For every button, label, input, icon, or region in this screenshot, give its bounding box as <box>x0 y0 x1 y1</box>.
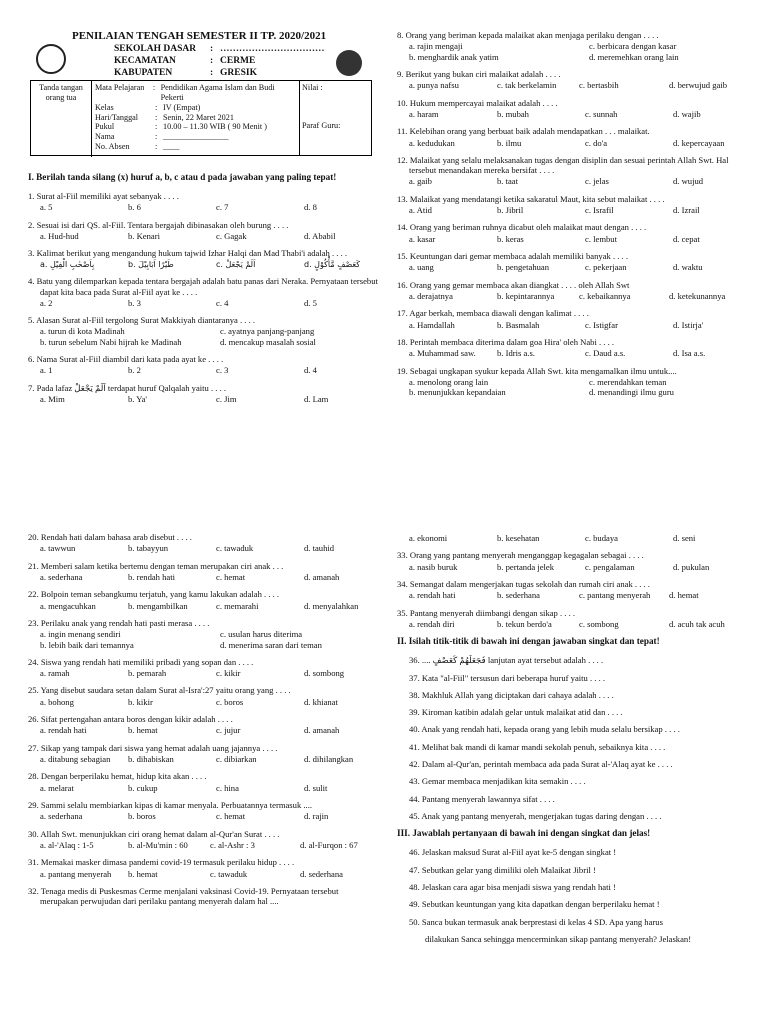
answer-options <box>397 205 747 215</box>
answer-option[interactable]: c. hina <box>216 782 239 793</box>
answer-option[interactable]: b. menghardik anak yatim <box>409 51 499 62</box>
question-item <box>28 886 378 907</box>
question-item <box>397 280 747 302</box>
answer-option[interactable]: b. kikir <box>128 696 153 707</box>
answer-option[interactable]: a. melarat <box>40 782 74 793</box>
answer-option[interactable]: c. 3 <box>216 365 229 376</box>
essay-item: 49. Sebutkan keuntungan yang kita dapatkan dengan berperilaku hemat ! <box>409 899 660 910</box>
answer-option[interactable]: c. tawaduk <box>210 868 248 879</box>
answer-option[interactable]: b. pengetahuan <box>497 262 550 273</box>
answer-option[interactable]: a. ekonomi <box>409 533 448 543</box>
answer-option[interactable]: b. menunjukkan kepandaian <box>409 387 506 398</box>
question-stem: 29. Sammi selalu membiarkan kipas di kamar menyala. Perbuatannya termasuk .... <box>28 799 312 810</box>
question-item <box>397 608 747 630</box>
question-item <box>397 69 747 91</box>
answer-option[interactable]: d. sederhana <box>300 868 343 879</box>
answer-option[interactable]: c. merendahkan teman <box>589 376 667 387</box>
answer-options <box>397 80 747 90</box>
question-stem: 30. Allah Swt. menunjukkan ciri orang hemat dalam al-Qur'an Surat . . . . <box>28 828 280 839</box>
question-list-left <box>28 191 378 404</box>
answer-option[interactable]: d. kepercayaan <box>673 137 725 148</box>
answer-option[interactable]: b. sederhana <box>497 590 540 601</box>
answer-option[interactable]: b. kepintarannya <box>497 290 555 301</box>
header-row-school: SEKOLAH DASAR : …………………………… <box>114 44 325 54</box>
answer-options <box>28 783 378 793</box>
left-column-top <box>28 166 378 411</box>
answer-options <box>397 562 747 572</box>
answer-option[interactable]: b. boros <box>128 811 156 822</box>
answer-option[interactable]: d. ketekunannya <box>669 290 726 301</box>
question-stem: 9. Berikut yang bukan ciri malaikat adalah . . . . <box>397 68 561 79</box>
answer-option[interactable]: a. Mim <box>40 394 65 404</box>
answer-option[interactable]: c. budaya <box>585 533 618 543</box>
answer-option[interactable]: c. memarahi <box>216 600 259 611</box>
answer-option[interactable]: d. khianat <box>304 696 338 707</box>
question-stem: 20. Rendah hati dalam bahasa arab disebut . . . . <box>28 532 192 542</box>
answer-option[interactable]: d. meremehkan orang lain <box>589 51 679 62</box>
answer-option[interactable]: d. rajin <box>304 811 329 822</box>
question-list-left-bottom <box>28 532 378 906</box>
question-item <box>28 561 378 583</box>
answer-option[interactable]: d. sombong <box>304 668 345 679</box>
fill-in-list <box>397 655 747 821</box>
answer-options <box>397 138 747 148</box>
answer-option[interactable]: a. mengacuhkan <box>40 600 96 611</box>
fill-item: 40. Anak yang rendah hati, kepada orang yang lebih muda selalu bersikap . . . . <box>409 724 680 735</box>
answer-option[interactable]: b. hemat <box>128 868 158 879</box>
answer-option[interactable]: a. 2 <box>40 297 53 308</box>
question-stem: 19. Sebagai ungkapan syukur kepada Allah Swt. kita mengamalkan ilmu untuk.... <box>397 365 677 376</box>
question-stem: 15. Keuntungan dari gemar membaca adalah memiliki banyak . . . . <box>397 251 628 261</box>
answer-option[interactable]: b. Idris a.s. <box>497 348 535 359</box>
question-stem: 16. Orang yang gemar membaca akan diangkat . . . . oleh Allah Swt <box>397 279 630 290</box>
answer-option[interactable]: a. derajatnya <box>409 290 453 301</box>
fill-item: 41. Melihat bak mandi di kamar mandi sekolah penuh, sebaiknya kita . . . . <box>409 741 666 752</box>
answer-option[interactable]: a. rendah hati <box>40 725 87 736</box>
fill-item: 36. .... فَجَعَلَهُمْ كَعَصْفٍ lanjutan ayat tersebut adalah . . . . <box>409 655 604 666</box>
answer-option[interactable]: d. sulit <box>304 782 328 793</box>
answer-option[interactable]: b. dihabiskan <box>128 754 174 764</box>
question-item <box>397 194 747 216</box>
answer-option[interactable]: c. ayatnya panjang-panjang <box>220 326 315 337</box>
answer-option[interactable]: d. Ababil <box>304 230 336 241</box>
question-stem: 18. Perintah membaca diterima dalam goa Hira' oleh Nabi . . . . <box>397 336 615 347</box>
question-stem: 31. Memakai masker dimasa pandemi covid-19 termasuk perilaku hidup . . . . <box>28 857 295 868</box>
answer-options <box>28 754 378 764</box>
answer-option[interactable]: b. rendah hati <box>128 571 176 582</box>
question-item <box>28 771 378 793</box>
question-item <box>28 220 378 242</box>
answer-option[interactable]: a. pantang menyerah <box>40 868 112 879</box>
section-1-heading: I. Berilah tanda silang (x) huruf a, b, c atau d pada jawaban yang paling tepat! <box>28 172 337 182</box>
name-field[interactable]: ________________ <box>163 132 229 142</box>
answer-option[interactable]: b. pertanda jelek <box>497 561 555 572</box>
answer-option[interactable]: a. sederhana <box>40 811 83 822</box>
answer-option[interactable]: c. kebaikannya <box>579 290 631 301</box>
answer-option[interactable]: a. nasib buruk <box>409 561 458 572</box>
answer-option[interactable]: b. طَيْرًا اَبَابِيْلَ <box>128 259 174 269</box>
question-item <box>28 276 378 308</box>
answer-options <box>28 231 378 241</box>
answer-option[interactable]: c. kikir <box>216 668 241 679</box>
question-item <box>28 829 378 851</box>
answer-options <box>397 176 747 186</box>
answer-options <box>397 619 747 629</box>
question-item <box>397 366 747 398</box>
answer-option[interactable]: a. Hamdallah <box>409 319 455 330</box>
answer-option[interactable]: d. pukulan <box>673 561 710 572</box>
question-item <box>28 800 378 822</box>
question-item <box>28 685 378 707</box>
answer-option[interactable]: c. berbicara dengan kasar <box>589 41 677 52</box>
question-stem: 35. Pantang menyerah diimbangi dengan sikap . . . . <box>397 607 576 618</box>
answer-option[interactable]: b. hemat <box>128 725 158 736</box>
question-stem: 32. Tenaga medis di Puskesmas Cerme menjalani vaksinasi Covid-19. Pernyataan tersebut merupakan perwujudan dari perilaku pantang menyerah dalam hal .... <box>28 885 339 907</box>
answer-option[interactable]: d. wajib <box>673 108 701 119</box>
answer-options <box>28 697 378 707</box>
answer-option[interactable]: b. 6 <box>128 202 141 213</box>
question-stem: 34. Semangat dalam mengerjakan tugas sekolah dan rumah ciri anak . . . . <box>397 578 650 589</box>
answer-option[interactable]: b. lebih baik dari temannya <box>40 639 134 650</box>
answer-option[interactable]: b. taat <box>497 176 518 187</box>
absen-field[interactable]: ____ <box>163 142 180 152</box>
question-stem: 17. Agar berkah, membaca diawali dengan kalimat . . . . <box>397 308 589 319</box>
fill-item: 37. Kata "al-Fiil" tersusun dari beberapa huruf yaitu . . . . <box>409 672 606 683</box>
answer-option[interactable]: a. ramah <box>40 668 70 679</box>
essay-item: 50. Sanca bukan termasuk anak berprestasi di kelas 4 SD. Apa yang harus <box>409 916 663 927</box>
answer-option[interactable]: a. بِاَصْحٰبِ الْفِيْلِ <box>40 259 95 269</box>
question-item <box>397 155 747 187</box>
answer-option[interactable]: b. Kenari <box>128 230 160 241</box>
answer-option[interactable]: d. acuh tak acuh <box>669 618 725 629</box>
section-3-heading: III. Jawablah pertanyaan di bawah ini dengan singkat dan jelas! <box>397 828 651 839</box>
page-title: PENILAIAN TENGAH SEMESTER II TP. 2020/2021 <box>72 30 327 42</box>
answer-option[interactable]: c. usulan harus diterima <box>220 629 303 640</box>
essay-item: dilakukan Sanca sehingga mencerminkan sikap pantang menyerah? Jelaskan! <box>425 933 692 944</box>
answer-option[interactable]: b. keras <box>497 233 524 244</box>
question-item <box>397 30 747 62</box>
question-stem: 33. Orang yang pantang menyerah menganggap kegagalan sebagai . . . . <box>397 550 644 561</box>
fill-item: 45. Anak yang pantang menyerah, mengerjakan tugas daring dengan . . . . <box>409 811 662 822</box>
answer-options <box>397 41 747 62</box>
answer-option[interactable]: c. lembut <box>585 233 617 244</box>
answer-option[interactable]: d. 5 <box>304 297 317 308</box>
question-item <box>28 714 378 736</box>
answer-option[interactable]: c. pengalaman <box>585 561 635 572</box>
answer-option[interactable]: c. jelas <box>585 176 609 187</box>
question-item <box>28 532 378 554</box>
question-stem: 5. Alasan Surat al-Fiil tergolong Surat Makkiyah diantaranya . . . . <box>28 315 256 326</box>
fill-item: 39. Kiroman katibin adalah gelar untuk malaikat atid dan . . . . <box>409 707 623 718</box>
answer-options <box>28 869 378 879</box>
answer-option[interactable]: c. boros <box>216 696 244 707</box>
essay-item: 47. Sebutkan gelar yang dimiliki oleh Malaikat Jibril ! <box>409 864 596 875</box>
question-stem: 7. Pada lafaz اَلَمْ يَجْعَلْ terdapat huruf Qalqalah yaitu . . . . <box>28 382 227 393</box>
fill-item: 38. Makhluk Allah yang diciptakan dari cahaya adalah . . . . <box>409 689 614 700</box>
answer-option[interactable]: a. Atid <box>409 205 432 216</box>
question-item <box>397 550 747 572</box>
answer-option[interactable]: c. hemat <box>216 811 246 822</box>
parent-signature-cell: Tanda tangan orang tua <box>31 81 92 157</box>
answer-option[interactable]: a. rendah diri <box>409 618 455 629</box>
question-stem: 14. Orang yang beriman ruhnya dicabut oleh malaikat maut dengan . . . . <box>397 222 647 233</box>
answer-option[interactable]: c. Gagak <box>216 230 247 241</box>
header-info <box>114 44 325 80</box>
question-stem: 27. Sikap yang tampak dari siswa yang hemat adalah uang jajannya . . . . <box>28 742 278 753</box>
answer-option[interactable]: a. rendah hati <box>409 590 456 601</box>
answer-option[interactable]: d. wujud <box>673 176 704 187</box>
question-item <box>397 579 747 601</box>
school-logo-icon <box>36 44 66 74</box>
question-stem: 26. Sifat pertengahan antara boros dengan kikir adalah . . . . <box>28 714 233 725</box>
answer-options <box>397 348 747 358</box>
question-stem: 24. Siswa yang rendah hati memiliki pribadi yang sopan dan . . . . <box>28 656 254 667</box>
answer-option[interactable]: b. 2 <box>128 365 141 376</box>
essay-item: 46. Jelaskan maksud Surat al-Fiil ayat ke-5 dengan singkat ! <box>409 847 617 858</box>
right-column-bottom <box>397 532 747 951</box>
answer-option[interactable]: a. Hud-hud <box>40 230 79 241</box>
answer-options <box>28 326 378 347</box>
answer-option[interactable]: c. 7 <box>216 202 229 213</box>
answer-option[interactable]: d. Istirja' <box>673 319 704 330</box>
answer-option[interactable]: b. mubah <box>497 108 529 119</box>
question-item <box>28 191 378 213</box>
question-item <box>397 222 747 244</box>
answer-option[interactable]: d. كَعَصْفٍ مَّأْكُوْلٍ <box>304 259 361 269</box>
answer-option[interactable]: a. al-'Alaq : 1-5 <box>40 839 94 850</box>
answer-option[interactable]: a. punya nafsu <box>409 80 459 91</box>
question-stem: 12. Malaikat yang selalu melaksanakan tugas dengan disiplin dan sesuai perintah Allah Swt. Hal tersebut menandakan mereka bersifat . . . . <box>397 154 729 176</box>
answer-option[interactable]: a. tawwun <box>40 543 76 554</box>
question-item <box>28 657 378 679</box>
answer-options <box>28 543 378 553</box>
answer-option[interactable]: d. mencakup masalah sosial <box>220 336 316 347</box>
answer-option[interactable]: c. bertasbih <box>579 80 619 91</box>
answer-option[interactable]: b. kesehatan <box>497 533 540 543</box>
answer-option[interactable]: b. al-Mu'min : 60 <box>128 839 188 850</box>
answer-option[interactable]: b. tekun berdo'a <box>497 618 552 629</box>
answer-option[interactable]: a. rajin mengaji <box>409 41 463 52</box>
answer-option[interactable]: b. cukup <box>128 782 158 793</box>
question-stem: 8. Orang yang beriman kepada malaikat akan menjaga perilaku dengan . . . . <box>397 30 659 40</box>
answer-option[interactable]: c. sunnah <box>585 108 618 119</box>
answer-options <box>28 202 378 212</box>
header-row-kecamatan: KECAMATAN : CERME <box>114 56 256 66</box>
fill-item: 43. Gemar membaca menjadikan kita semakin . . . . <box>409 776 586 787</box>
question-item <box>397 251 747 273</box>
answer-option[interactable]: a. haram <box>409 108 439 119</box>
answer-option[interactable]: c. Jim <box>216 394 237 404</box>
answer-option[interactable]: a. sederhana <box>40 571 83 582</box>
question-list-right <box>397 30 747 397</box>
answer-options <box>397 590 747 600</box>
answer-option[interactable]: d. seni <box>673 533 696 543</box>
answer-option[interactable]: c. tak berkelamin <box>497 80 557 91</box>
question-item <box>397 98 747 120</box>
right-column-top <box>397 30 747 404</box>
answer-option[interactable]: b. Basmalah <box>497 319 540 330</box>
answer-option[interactable]: d. 8 <box>304 202 317 213</box>
answer-option[interactable]: d. amanah <box>304 725 340 736</box>
answer-option[interactable]: c. 4 <box>216 297 229 308</box>
answer-option[interactable]: c. do'a <box>585 137 608 148</box>
question-stem: 23. Perilaku anak yang rendah hati pasti merasa . . . . <box>28 617 210 628</box>
question-item <box>28 354 378 376</box>
question-stem: 21. Memberi salam ketika bertemu dengan teman merupakan ciri anak . . . <box>28 560 284 571</box>
question-item <box>28 589 378 611</box>
question-item <box>397 308 747 330</box>
question-stem: 4. Batu yang dilemparkan kepada tentara bergajah adalah batu panas dari Neraka. Pernyataan tersebut dapat kita baca pada Surat al-Fiil ayat ke . . . . <box>28 276 378 297</box>
answer-option[interactable]: c. sombong <box>579 618 619 629</box>
answer-option[interactable]: d. berwujud gaib <box>669 80 727 91</box>
left-column-bottom <box>28 532 378 913</box>
answer-option[interactable]: c. hemat <box>216 571 246 582</box>
answer-option[interactable]: a. turun di kota Madinah <box>40 326 125 337</box>
answer-option[interactable]: a. 1 <box>40 365 53 376</box>
question-item <box>28 383 378 405</box>
question-item <box>28 857 378 879</box>
fill-item: 42. Dalam al-Qur'an, perintah membaca ada pada Surat al-'Alaq ayat ke . . . . <box>409 759 673 770</box>
education-logo-icon <box>336 50 362 76</box>
answer-option[interactable]: a. uang <box>409 262 434 273</box>
answer-option[interactable]: c. Daud a.s. <box>585 348 626 359</box>
answer-options <box>28 725 378 735</box>
answer-option[interactable]: d. tauhid <box>304 543 335 554</box>
answer-option[interactable]: d. menandingi ilmu guru <box>589 387 674 398</box>
answer-options <box>28 298 378 308</box>
grade-cell: Nilai : Paraf Guru: <box>299 81 371 155</box>
question-stem: 10. Hukum mempercayai malaikat adalah . . . . <box>397 97 558 108</box>
answer-option[interactable]: d. al-Furqon : 67 <box>300 839 358 850</box>
answer-option[interactable]: d. dihilangkan <box>304 754 354 764</box>
answer-option[interactable]: b. Jibril <box>497 205 524 216</box>
answer-option[interactable]: a. kedudukan <box>409 137 455 148</box>
answer-options <box>28 840 378 850</box>
answer-option[interactable]: c. tawaduk <box>216 543 254 554</box>
section-2-heading: II. Isilah titik-titik di bawah ini dengan jawaban singkat dan tepat! <box>397 636 660 647</box>
answer-option[interactable]: d. 4 <box>304 365 317 376</box>
answer-option[interactable]: a. 5 <box>40 202 53 213</box>
answer-option[interactable]: b. tabayyun <box>128 543 169 554</box>
answer-options <box>28 365 378 375</box>
answer-options <box>397 377 747 398</box>
answer-option[interactable]: b. mengambilkan <box>128 600 188 611</box>
answer-options <box>397 262 747 272</box>
answer-option[interactable]: d. Lam <box>304 394 329 404</box>
essay-list <box>397 847 747 944</box>
question-stem: 11. Kelebihan orang yang berbuat baik adalah mendapatkan . . . malaikat. <box>397 126 650 137</box>
answer-option[interactable]: b. turun sebelum Nabi hijrah ke Madinah <box>40 336 182 347</box>
answer-option[interactable]: c. jujur <box>216 725 241 736</box>
answer-option[interactable]: b. ilmu <box>497 137 522 148</box>
question-stem: 13. Malaikat yang mendatangi ketika sakaratul Maut, kita sebut malaikat . . . . <box>397 193 665 204</box>
answer-options <box>397 109 747 119</box>
answer-option[interactable]: d. Isa a.s. <box>673 348 706 359</box>
answer-options <box>28 394 378 404</box>
answer-option[interactable]: c. al-Ashr : 3 <box>210 839 255 850</box>
question-item <box>28 248 378 269</box>
answer-option[interactable]: c. pekerjaan <box>585 262 627 273</box>
identity-box <box>30 80 372 156</box>
answer-option[interactable]: a. gaib <box>409 176 432 187</box>
answer-option[interactable]: d. cepat <box>673 233 700 244</box>
answer-option[interactable]: c. pantang menyerah <box>579 590 651 601</box>
question-item <box>397 126 747 148</box>
answer-option[interactable]: a. bohong <box>40 696 74 707</box>
answer-options <box>28 811 378 821</box>
answer-option[interactable]: d. menerima saran dari teman <box>220 639 322 650</box>
answer-option[interactable]: d. amanah <box>304 571 340 582</box>
question-stem: 6. Nama Surat al-Fiil diambil dari kata pada ayat ke . . . . <box>28 354 224 365</box>
answer-option[interactable]: d. Izrail <box>673 205 700 216</box>
header-row-kabupaten: KABUPATEN : GRESIK <box>114 68 257 78</box>
question-item <box>28 315 378 347</box>
question-stem: 25. Yang disebut saudara setan dalam Surat al-Isra':27 yaitu orang yang . . . . <box>28 685 291 696</box>
answer-options <box>28 629 378 650</box>
question-32-options <box>397 533 747 543</box>
answer-option[interactable]: a. ditabung sebagian <box>40 754 111 764</box>
answer-options <box>397 291 747 301</box>
answer-option[interactable]: a. Muhammad saw. <box>409 348 476 359</box>
answer-option[interactable]: c. اَلَمْ يَجْعَلْ <box>216 259 256 269</box>
question-list-right-bottom <box>397 550 747 629</box>
answer-option[interactable]: b. Ya' <box>128 394 147 404</box>
question-item <box>28 618 378 650</box>
identity-fields: Mata Pelajaran : Pendidikan Agama Islam dan Budi Pekerti Kelas : IV (Empat) Hari/Tanggal : Senin, 22 Maret 2021 Pukul : 10.00 – 11.30 WIB ( 90 Menit ) Nama : ________________ No. Absen : ____ <box>95 83 275 152</box>
answer-option[interactable]: b. pemarah <box>128 668 167 679</box>
answer-option[interactable]: c. dibiarkan <box>216 754 257 764</box>
answer-option[interactable]: d. menyalahkan <box>304 600 359 611</box>
question-stem: 28. Dengan berperilaku hemat, hidup kita akan . . . . <box>28 771 207 782</box>
answer-option[interactable]: d. waktu <box>673 262 703 273</box>
question-stem: 3. Kalimat berikut yang mengandung hukum tajwid Izhar Halqi dan Mad Thabi'i adalah . . . . <box>28 248 348 259</box>
answer-option[interactable]: a. kasar <box>409 233 436 244</box>
answer-options <box>397 234 747 244</box>
answer-option[interactable]: a. ingin menang sendiri <box>40 629 121 640</box>
answer-option[interactable]: d. hemat <box>669 590 699 601</box>
answer-option[interactable]: a. menolong orang lain <box>409 376 489 387</box>
fill-item: 44. Pantang menyerah lawannya sifat . . . . <box>409 793 555 804</box>
answer-option[interactable]: c. Israfil <box>585 205 614 216</box>
question-stem: 1. Surat al-Fiil memiliki ayat sebanyak . . . . <box>28 191 179 202</box>
question-item <box>28 743 378 765</box>
answer-options <box>28 668 378 678</box>
question-item <box>397 337 747 359</box>
answer-options <box>28 260 378 270</box>
answer-options <box>28 601 378 611</box>
essay-item: 48. Jelaskan cara agar bisa menjadi siswa yang rendah hati ! <box>409 882 616 892</box>
answer-option[interactable]: c. Istigfar <box>585 319 618 330</box>
question-stem: 2. Sesuai isi dari QS. al-Fiil. Tentara bergajah dibinasakan oleh burung . . . . <box>28 219 289 230</box>
answer-options <box>397 320 747 330</box>
answer-option[interactable]: b. 3 <box>128 297 141 308</box>
answer-options <box>28 572 378 582</box>
question-stem: 22. Bolpoin teman sebangkumu terjatuh, yang kamu lakukan adalah . . . . <box>28 589 280 600</box>
